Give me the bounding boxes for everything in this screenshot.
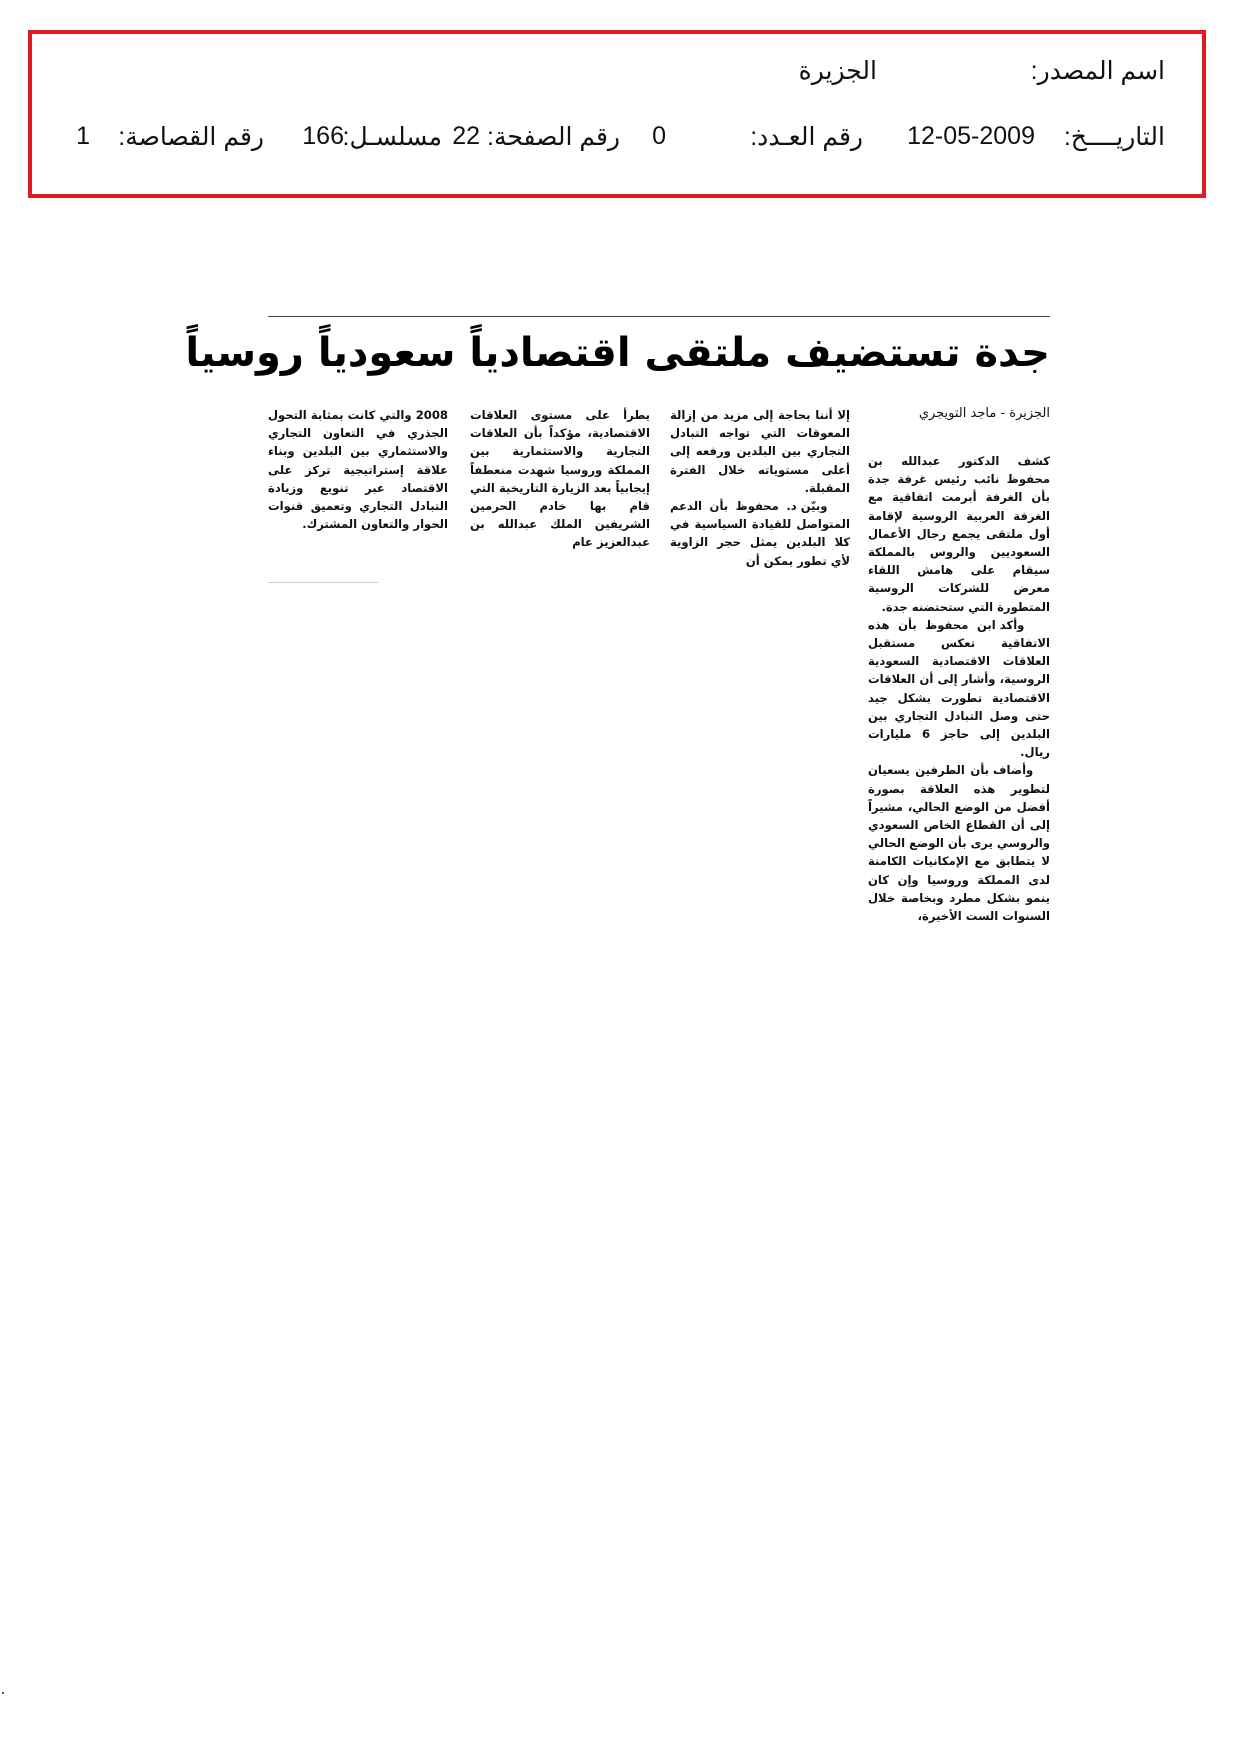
article-column-1: كشف الدكتور عبدالله بن محفوظ نائب رئيس غرفة جدة بأن الغرفة أبرمت اتفاقية مع الغرفة العربية الروسية لإقامة أول ملتقى يجمع رجال الأعمال السعوديين والروس بالمملكة سيقام على هامش اللقاء معرض للشركات الروسية المتطورة التي ستحتضنه جدة. وأكد ابن محفوظ بأن هذه الاتفاقية تعكس مستقبل العلاقات الاقتصادية السعودية الروسية، وأشار إلى أن العلاقات الاقتصادية تطورت بشكل جيد حتى وصل التبادل التجاري بين البلدين إلى حاجز 6 مليارات ريال. وأضاف بأن الطرفين يسعيان لتطوير هذه العلاقة بصورة أفضل من الوضع الحالي، مشيراً إلى أن القطاع الخاص السعودي والروسي يرى بأن الوضع الحالي لا يتطابق مع الإمكانيات الكامنة لدى المملكة وروسيا وإن كان ينمو بشكل مطرد وبخاصة خلال السنوات الست الأخيرة،: [868, 454, 1050, 924]
source-label: اسم المصدر:: [1030, 57, 1165, 85]
page-label: رقم الصفحة:: [487, 123, 620, 151]
scan-speck: [2, 1692, 4, 1694]
article-byline: الجزيرة - ماجد التويجري: [918, 406, 1050, 421]
article-column-2: إلا أننا بحاجة إلى مزيد من إزالة المعوقات التي تواجه التبادل التجاري بين البلدين ورفعه إلى أعلى مستوياته خلال الفترة المقبلة. وبيّن د. محفوظ بأن الدعم المتواصل للقيادة السياسية في كلا البلدين يمثل حجر الزاوية لأي تطور يمكن أن: [670, 408, 850, 568]
date-label: التاريــــخ:: [1063, 123, 1165, 151]
serial-label: مسلسـل:: [342, 123, 442, 151]
article-column-3: يطرأ على مستوى العلاقات الاقتصادية، مؤكداً بأن العلاقات التجارية والاستثمارية بين المملكة وروسيا شهدت منعطفاً إيجابياً بعد الزيارة التاريخية التي قام بها خادم الحرمين الشريفين الملك عبدالله بن عبدالعزيز عام: [465, 408, 650, 550]
date-value: 12-05-2009: [907, 122, 1035, 150]
issue-label: رقم العـدد:: [750, 123, 863, 151]
article-headline: جدة تستضيف ملتقى اقتصادياً سعودياً روسياً: [185, 330, 1050, 376]
clip-number-value: 1: [76, 122, 90, 150]
issue-value: 0: [652, 122, 666, 150]
source-value: الجزيرة: [798, 57, 877, 85]
clip-number-label: رقم القصاصة:: [118, 123, 264, 151]
article-top-rule: [268, 316, 1050, 317]
serial-value: 166: [302, 122, 344, 150]
column-end-rule: [268, 582, 378, 583]
article-column-4: 2008 والتي كانت بمثابة التحول الجذري في التعاون التجاري والاستثماري بين البلدين وبناء علاقة إستراتيجية تركز على الاقتصاد عبر تنويع وزيادة التبادل التجاري وتعميق قنوات الحوار والتعاون المشترك.: [263, 408, 448, 532]
page-value: 22: [452, 122, 480, 150]
clipping-info-box: [28, 30, 1206, 198]
